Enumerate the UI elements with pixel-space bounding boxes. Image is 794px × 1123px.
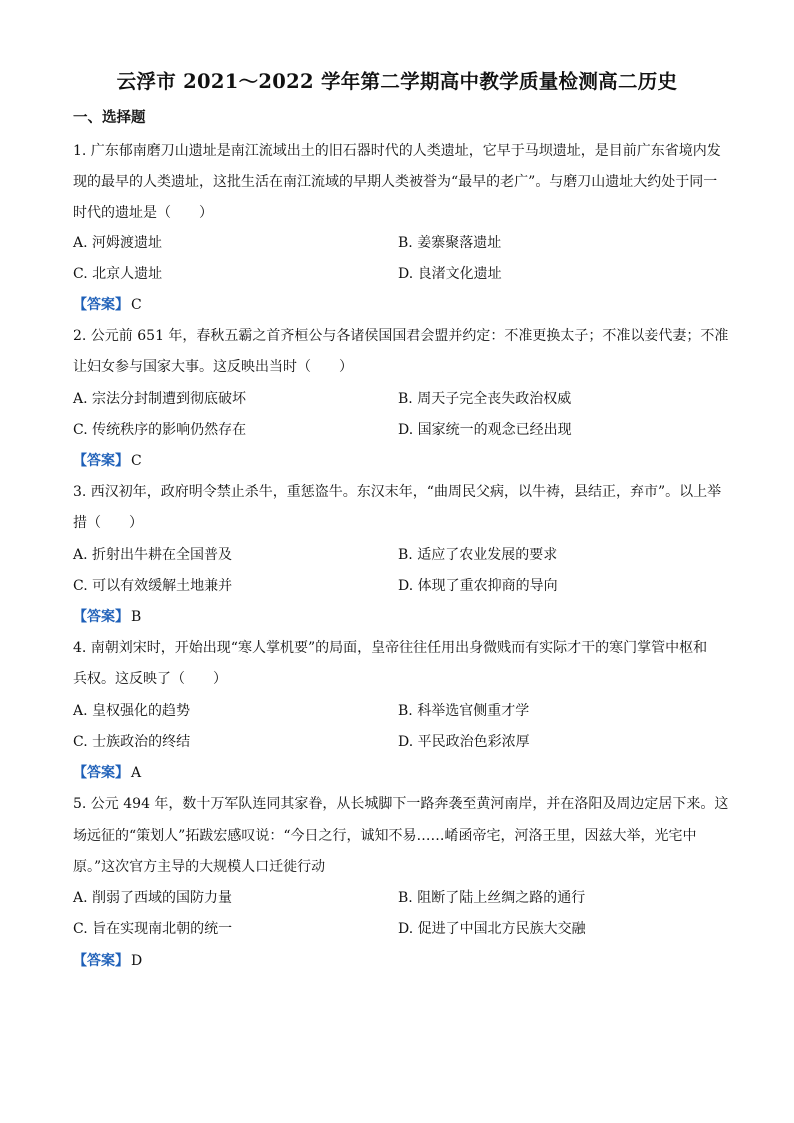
answer-value: B <box>131 609 142 625</box>
question-5-option-d: D. 促进了中国北方民族大交融 <box>398 921 586 937</box>
answer-value: C <box>131 453 142 469</box>
answer-label: 【答案】 <box>73 453 129 469</box>
question-4-option-b: B. 科举选官侧重才学 <box>398 703 530 719</box>
page-title: 云浮市 2021～2022 学年第二学期高中教学质量检测高二历史 <box>116 70 678 93</box>
answer-label: 【答案】 <box>73 765 129 781</box>
question-3-option-b: B. 适应了农业发展的要求 <box>398 547 558 563</box>
question-4-option-d: D. 平民政治色彩浓厚 <box>398 734 530 750</box>
answer-value: A <box>131 765 142 781</box>
question-1-stem-line-2: 现的最早的人类遗址，这批生活在南江流域的早期人类被誉为“最早的老广”。与磨刀山遗址大约处于同一 <box>73 174 718 190</box>
question-5-stem-line-3: 原。”这次官方主导的大规模人口迁徙行动 <box>73 859 326 875</box>
question-5-option-a: A. 削弱了西域的国防力量 <box>73 890 233 906</box>
section-heading: 一、选择题 <box>73 109 146 126</box>
question-5-stem-line-1: 5. 公元 494 年，数十万军队连同其家眷，从长城脚下一路奔袭至黄河南岸，并在洛阳及周边定居下来。这 <box>73 796 729 812</box>
question-2-stem-line-2: 让妇女参与国家大事。这反映出当时（ ） <box>73 359 353 375</box>
question-1-option-c: C. 北京人遗址 <box>73 266 163 282</box>
question-3-stem-line-2: 措（ ） <box>73 515 143 531</box>
question-4-option-c: C. 士族政治的终结 <box>73 734 191 750</box>
question-3-stem-line-1: 3. 西汉初年，政府明令禁止杀牛，重惩盗牛。东汉末年，“曲周民父病，以牛祷，县结正，弃市”。以上举 <box>73 484 722 500</box>
question-3-answer <box>73 607 141 627</box>
question-1-stem-line-3: 时代的遗址是（ ） <box>73 205 213 221</box>
question-5-stem-line-2: 场远征的“策划人”拓跋宏感叹说：“今日之行，诚知不易……崤函帝宅，河洛王里，因兹大举，光宅中 <box>73 828 697 844</box>
question-1-option-b: B. 姜寨聚落遗址 <box>398 235 502 251</box>
question-5-answer <box>73 951 142 971</box>
question-2-option-c: C. 传统秩序的影响仍然存在 <box>73 422 247 438</box>
question-2-option-d: D. 国家统一的观念已经出现 <box>398 422 572 438</box>
question-3-option-d: D. 体现了重农抑商的导向 <box>398 578 558 594</box>
question-5-option-b: B. 阻断了陆上丝绸之路的通行 <box>398 890 586 906</box>
answer-label: 【答案】 <box>73 953 129 969</box>
question-3-option-c: C. 可以有效缓解土地兼并 <box>73 578 233 594</box>
question-1-stem-line-1: 1. 广东郁南磨刀山遗址是南江流域出土的旧石器时代的人类遗址，它早于马坝遗址，是目前广东省境内发 <box>73 143 721 159</box>
answer-value: D <box>131 953 143 969</box>
question-4-answer <box>73 763 141 783</box>
question-1-answer <box>73 295 142 315</box>
question-3-option-a: A. 折射出牛耕在全国普及 <box>73 547 233 563</box>
question-1-option-a: A. 河姆渡遗址 <box>73 235 163 251</box>
question-4-option-a: A. 皇权强化的趋势 <box>73 703 191 719</box>
question-4-stem-line-2: 兵权。这反映了（ ） <box>73 671 227 687</box>
answer-value: C <box>131 297 142 313</box>
question-1-option-d: D. 良渚文化遗址 <box>398 266 502 282</box>
question-2-option-a: A. 宗法分封制遭到彻底破坏 <box>73 391 247 407</box>
answer-label: 【答案】 <box>73 609 129 625</box>
question-5-option-c: C. 旨在实现南北朝的统一 <box>73 921 233 937</box>
question-2-option-b: B. 周天子完全丧失政治权威 <box>398 391 572 407</box>
answer-label: 【答案】 <box>73 297 129 313</box>
question-4-stem-line-1: 4. 南朝刘宋时，开始出现“寒人掌机要”的局面，皇帝往往任用出身微贱而有实际才干的寒门掌管中枢和 <box>73 640 708 656</box>
question-2-answer <box>73 451 142 471</box>
question-2-stem-line-1: 2. 公元前 651 年，春秋五霸之首齐桓公与各诸侯国国君会盟并约定：不准更换太子；不准以妾代妻；不准 <box>73 328 729 344</box>
